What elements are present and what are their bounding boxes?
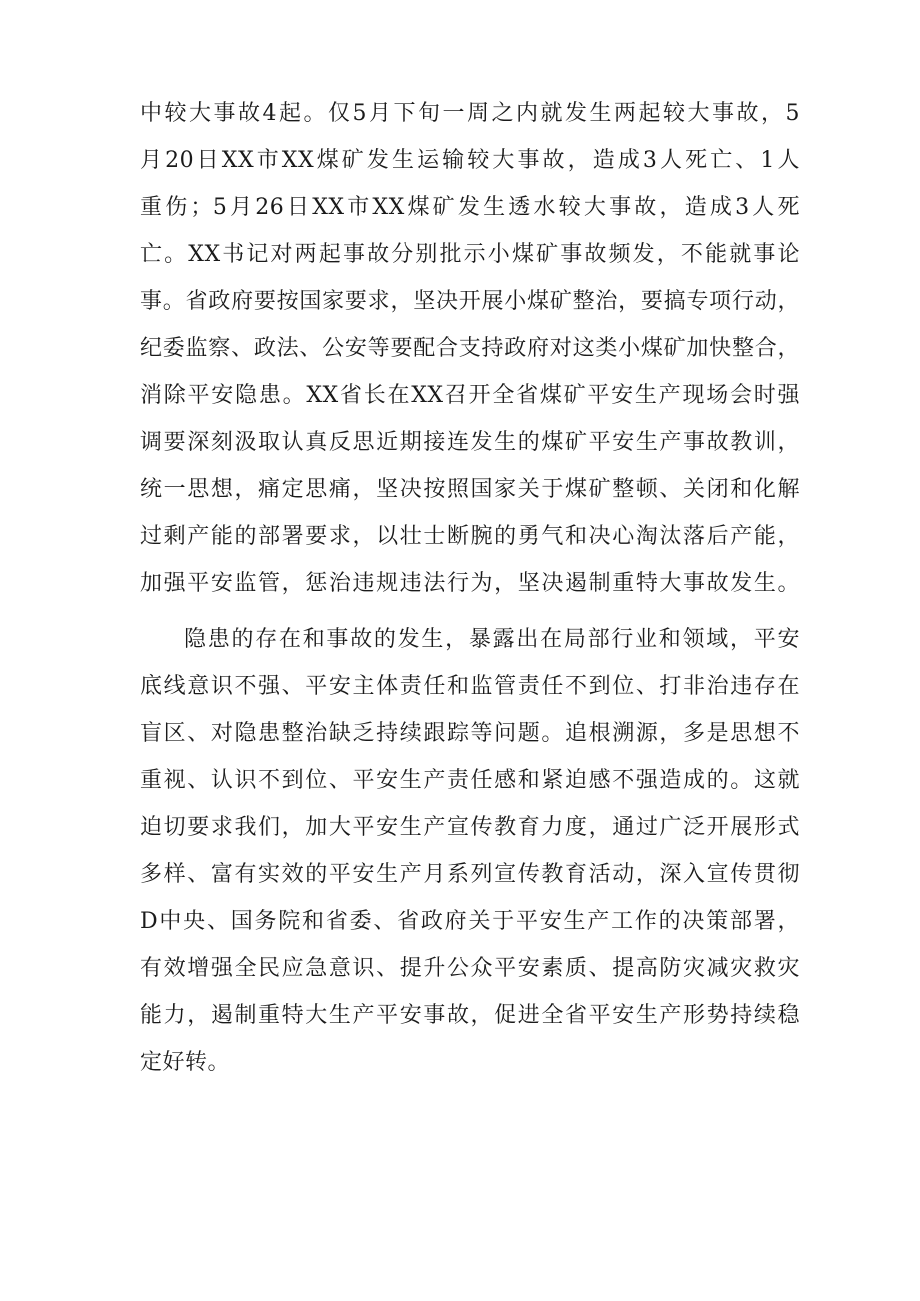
paragraph-2-line-2: 底线意识不强、平安主体责任和监管责任不到位、打非治违存在 (140, 674, 800, 699)
paragraph-2-line-3: 盲区、对隐患整治缺乏持续跟踪等问题。追根溯源，多是思想不 (140, 721, 800, 746)
paragraph-2-line-9: 能力，遏制重特大生产平安事故，促进全省平安生产形势持续稳 (140, 1003, 800, 1028)
paragraph-2-line-7: D中央、国务院和省委、省政府关于平安生产工作的决策部署， (140, 909, 800, 934)
paragraph-1-line-6: 纪委监察、政法、公安等要配合支持政府对这类小煤矿加快整合， (140, 336, 800, 361)
paragraph-1-line-10: 过剩产能的部署要求，以壮士断腕的勇气和决心淘汰落后产能， (140, 524, 800, 549)
paragraph-2-line-8: 有效增强全民应急意识、提升公众平安素质、提高防灾减灾救灾 (140, 956, 800, 981)
paragraph-2-line-1: 隐患的存在和事故的发生，暴露出在局部行业和领域，平安 (184, 627, 800, 652)
paragraph-1-line-4: 亡。XX书记对两起事故分别批示小煤矿事故频发，不能就事论 (140, 242, 800, 267)
paragraph-1-line-11: 加强平安监管，惩治违规违法行为，坚决遏制重特大事故发生。 (140, 571, 800, 596)
paragraph-1-line-9: 统一思想，痛定思痛，坚决按照国家关于煤矿整顿、关闭和化解 (140, 477, 800, 502)
paragraph-1-line-3: 重伤；5月26日XX市XX煤矿发生透水较大事故，造成3人死 (140, 195, 800, 220)
paragraph-2-line-5: 迫切要求我们，加大平安生产宣传教育力度，通过广泛开展形式 (140, 815, 800, 840)
paragraph-2-line-6: 多样、富有实效的平安生产月系列宣传教育活动，深入宣传贯彻 (140, 862, 800, 887)
paragraph-2-line-4: 重视、认识不到位、平安生产责任感和紧迫感不强造成的。这就 (140, 768, 800, 793)
paragraph-1-line-5: 事。省政府要按国家要求，坚决开展小煤矿整治，要搞专项行动， (140, 289, 800, 314)
paragraph-1-line-7: 消除平安隐患。XX省长在XX召开全省煤矿平安生产现场会时强 (140, 383, 800, 408)
paragraph-1-line-8: 调要深刻汲取认真反思近期接连发生的煤矿平安生产事故教训， (140, 430, 800, 455)
paragraph-2-line-10: 定好转。 (140, 1050, 231, 1075)
paragraph-1-line-1: 中较大事故4起。仅5月下旬一周之内就发生两起较大事故，5 (140, 101, 800, 126)
paragraph-1-line-2: 月20日XX市XX煤矿发生运输较大事故，造成3人死亡、1人 (140, 148, 800, 173)
